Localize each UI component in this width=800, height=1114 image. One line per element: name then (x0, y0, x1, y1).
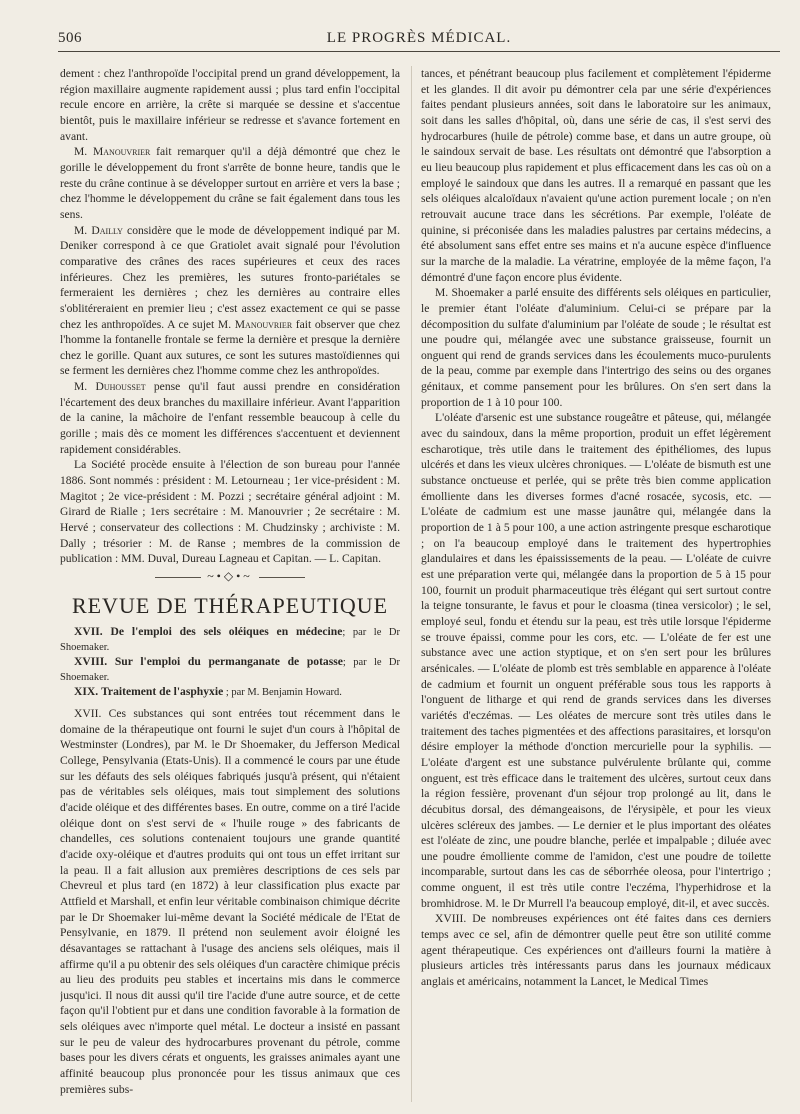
paragraph (60, 379, 400, 457)
paragraph: XVII. Ces substances qui sont entrées tout récemment dans le domaine de la thérapeutique ont fourni le sujet d'un cours à l'hôpital de Westminster (Londres), par M. le Dr Shoemaker, du Jefferson Medical College, Pensylvania (Etats-Unis). Il a commencé le cours par une étude sur les défauts des sels oléiques fabriqués jusqu'à présent, qui n'étaient pas de véritables sels oléiques, mais tout simplement des solutions d'acide oléique et des différentes bases. En outre, comme on a tiré l'acide oléique dont on s'est servi de « l'huile rouge » des fabricants de chandelles, ces solutions contenaient toujours une grande quantité d'acide oxy-oléique et d'autres produits qui ont tous un effet irritant sur la peau. Il a fait allusion aux premières descriptions de ces sels par Chevreul et plus tard (en 1872) à leur classification plus exacte par Attfield et Marshall, et enfin leur véritable combinaison chimique décrite par le Dr Shoemaker lui-même devant la Société médicale de l'Etat de Pensylvanie, en 1879. Il prétend non seulement avoir éloigné les désavantages se rattachant à l'usage des anciens sels oléiques, mais il affirme qu'il a pu obtenir des sels oléiques d'un caractère chimique précis au lieu des produits peu stables et incertains mis dans le commerce jusqu'ici. Il nous dit aussi qu'il tire l'acide d'une autre source, et de cette façon qu'il l'obtient pur et dans une condition favorable à la formation de sels oléiques avec n'importe quel métal. Le docteur a insisté en passant sur le peu de valeur des hydrocarbures provenant du pétrole, comme bases pour les divers cérats et onguents, les graisses animales ayant une affinité beaucoup plus prononcée pour les tissus animaux que ces premières subs- (60, 707, 400, 1096)
header-rule (58, 51, 780, 52)
paragraph-text: fait remarquer qu'il a déjà démontré que chez le gorille le développement du front s'arrête de bonne heure, tandis que le reste du crâne continue à se développer surtout en arrière et vers la base ; chez l'homme le développement du crâne se fait également dans tous les sens. (60, 145, 400, 221)
paragraph: dement : chez l'anthropoïde l'occipital prend un grand développement, la région maxillaire augmente rapidement aussi ; plus tard enfin l'occipital recule encore en arrière, la crête si marquée se dessine et s'accentue bientôt, puis le maxillaire inférieur se redresse et s'avance fortement en avant. (60, 67, 400, 143)
toc-author: ; par le Dr Shoemaker. (60, 627, 400, 653)
toc-title: De l'emploi des sels oléiques en médecine (110, 625, 343, 638)
column-separator (411, 66, 412, 1102)
toc-item (60, 625, 400, 655)
toc-list (60, 625, 400, 700)
journal-title: LE PROGRÈS MÉDICAL. (326, 30, 512, 46)
toc-item (60, 655, 400, 685)
paragraph (60, 223, 400, 380)
section-title: REVUE DE THÉRAPEUTIQUE (71, 593, 389, 618)
paragraph-text: fait observer que chez l'homme la fontanelle frontale se ferme la dernière et presque la dernière chez le gorille. Quant aux sutures, ce sont les sutures mastoïdiennes qui se ferment les dernières chez l'homme comme chez les anthropoïdes. (60, 317, 400, 378)
paragraph-text: considère que le mode de développement indiqué par M. Deniker correspond à ce que Gratiolet avait signalé pour l'évolution comparative des crânes des races supérieures et ceux des races inférieures. Chez les premières, les sutures fronto-pariétales se fermeraient les dernières ; chez les dernières au contraire elles s'oblitéreraient en premier lieu ; c'est assez exactement ce qui se passe chez les anthropoïdes. A ce sujet (60, 223, 400, 331)
toc-number: XIX. (74, 685, 99, 698)
speaker-name: M. Dailly (74, 223, 123, 237)
paragraph: tances, et pénétrant beaucoup plus facilement et complètement l'épiderme et les glandes. Il dit avoir pu démontrer cela par une série d'expériences faites pendant plusieurs années, soit dans le laboratoire sur les animaux, soit dans les salles d'hôpital, où, dans une série de cas, il s'est servi des hydrocarbures (huile de pétrole) comme base, et dans un autre groupe, où le saindoux servait de base. Les résultats ont démontré que l'absorption a eu lieu beaucoup plus rapidement et plus efficacement dans les cas où on a employé le saindoux que dans les autres. Il a remarqué en passant que les sels oléiques alcaloïdaux n'avaient qu'une action purement locale ; on n'en retrouvait aucune trace dans les sécrétions. Par exemple, l'oléate de quinine, si préconisée dans les maladies palustres par certains médecins, a été absolument sans effet entre ses mains et n'a aucune espèce d'influence sur la marche de la maladie. La vératrine, employée de la même façon, l'a démontré d'une façon encore plus évidente. (421, 67, 771, 284)
page-number: 506 (58, 30, 82, 46)
ornament-glyph: ~•◇•~ (201, 569, 259, 583)
paragraph: L'oléate d'arsenic est une substance rougeâtre et pâteuse, qui, mélangée avec du saindoux, dans la même proportion, produit un effet légèrement escharotique, très utile dans le traitement des épithéliomes, des lupus ulcérés et dans les vieux ulcères chroniques. — L'oléate de bismuth est une substance onctueuse et perlée, qui se prête très bien comme application émolliente dans les diverses formes d'acné rosacée, sycosis, etc. — L'oléate de cadmium est une masse jaunâtre qui, mélangée dans la proportion de 1 à 5 pour 100, a une action astringente presque escharotique ; on l'a beaucoup employé dans le traitement des hypertrophies glandulaires et dans les épaississements de la peau. — L'oléate de cuivre est une préparation verte qui, mélangée dans la proportion de 5 à 15 pour 100, fournit un produit pharmaceutique très élégant qui sert surtout contre la teigne tonsurante, le favus et pour le cloasma (tinea versicolor) ; le sel, employé seul, fondu et étendu sur la peau, est très utile lorsque l'épiderme se trouve épaissi, comme pour les cors, etc. — L'oléate de fer est une substance avec une action styptique, et on s'en sert pour les brûlures arsénicales. — L'oléate de plomb est très semblable en apparence à l'oléate de cadmium et fournit un onguent préférable sous tous les rapports à l'onguent de litharge et qui rend de grands services dans les diverses variétés d'eczémas. — Les oléates de mercure sont très utiles dans le traitement des taches pigmentées et des affections parasitaires, et lorsqu'on désire employer la méthode d'onction mercurielle pour la syphilis. — L'oléate d'argent est une substance pulvérulente brûlante qui, comme onguent, est très efficace dans le traitement des ulcères, surtout ceux dans la région fessière, provenant d'un séjour trop prolongé au lit, dans le décubitus dorsal, des démangeaisons, de l'érysipèle, et pour les vieux ulcères scléreux des jambes. — Le dernier et le plus important des oléates est l'oléate de zinc, une poudre blanche, perlée et impalpable ; diluée avec une poudre émolliente comme de l'amidon, c'est une poudre de toilette incomparable, surtout dans les cas de séborrhée oleosa, pour l'intertrigo ; comme onguent, il est très utile contre l'eczéma, l'hyperhidrose et la bromhidrose. M. le Dr Murrell l'a beaucoup employé, dit-il, et avec succès. (421, 411, 771, 910)
right-column (421, 66, 771, 1108)
toc-author: ; par le Dr Shoemaker. (60, 657, 400, 683)
paragraph-text: pense qu'il faut aussi prendre en considération l'écartement des deux branches du maxillaire inférieur. Avant l'apparition de la canine, la mâchoire de l'enfant ressemble beaucoup à celle du gorille ; mais dès ce moment les différences s'accentuent et deviennent rapidement considérables. (60, 380, 400, 456)
paragraph: La Société procède ensuite à l'élection de son bureau pour l'année 1886. Sont nommés : président : M. Letourneau ; 1er vice-président : M. Magitot ; 2e vice-président : M. Pozzi ; secrétaire général adjoint : M. Girard de Rialle ; 1ers secrétaire : M. Manouvrier ; 2e secrétaire : M. Hervé ; conservateur des collections : M. Chudzinsky ; archiviste : M. Dally ; trésorier : M. de Ranse ; membres de la commission de publication : MM. Duval, Dureau Lagneau et Capitan. — L. Capitan. (60, 458, 400, 566)
toc-number: XVII. (74, 625, 103, 638)
page-header (58, 28, 780, 52)
paragraph: XVIII. De nombreuses expériences ont été faites dans ces derniers temps avec ce sel, afin de démontrer quelle peut être son utilité comme agent thérapeutique. Ces expériences ont d'ailleurs fourni la matière à plusieurs articles très intéressants parus dans les journaux médicaux anglais et américains, notamment la Lancet, le Medical Times (421, 912, 771, 989)
speaker-name: M. Duhousset (74, 380, 146, 394)
speaker-name: M. Manouvrier (217, 317, 293, 331)
toc-author: ; par M. Benjamin Howard. (223, 687, 342, 698)
toc-number: XVIII. (74, 655, 108, 668)
speaker-name: M. Manouvrier (74, 145, 151, 159)
toc-title: Sur l'emploi du permanganate de potasse (114, 655, 343, 668)
toc-item (60, 685, 400, 700)
paragraph: M. Shoemaker a parlé ensuite des différents sels oléiques en particulier, le premier étant l'oléate d'aluminium. Celui-ci se prépare par la décomposition du sulfate d'aluminium par l'oléate de soude ; le résultat est une poudre qui, mélangée avec une substance graisseuse, fournit un onguent qui rend de grands services dans les écoulements muco-purulents de la peau, comme par exemple dans l'intertrigo des seins ou des organes génitaux, et comme pansement pour les brûlures. On s'en sert dans la proportion de 1 à 10 pour 100. (421, 286, 771, 409)
paragraph (60, 144, 400, 222)
left-column (60, 66, 400, 1108)
section-ornament (60, 571, 400, 585)
toc-title: Traitement de l'asphyxie (101, 685, 224, 698)
